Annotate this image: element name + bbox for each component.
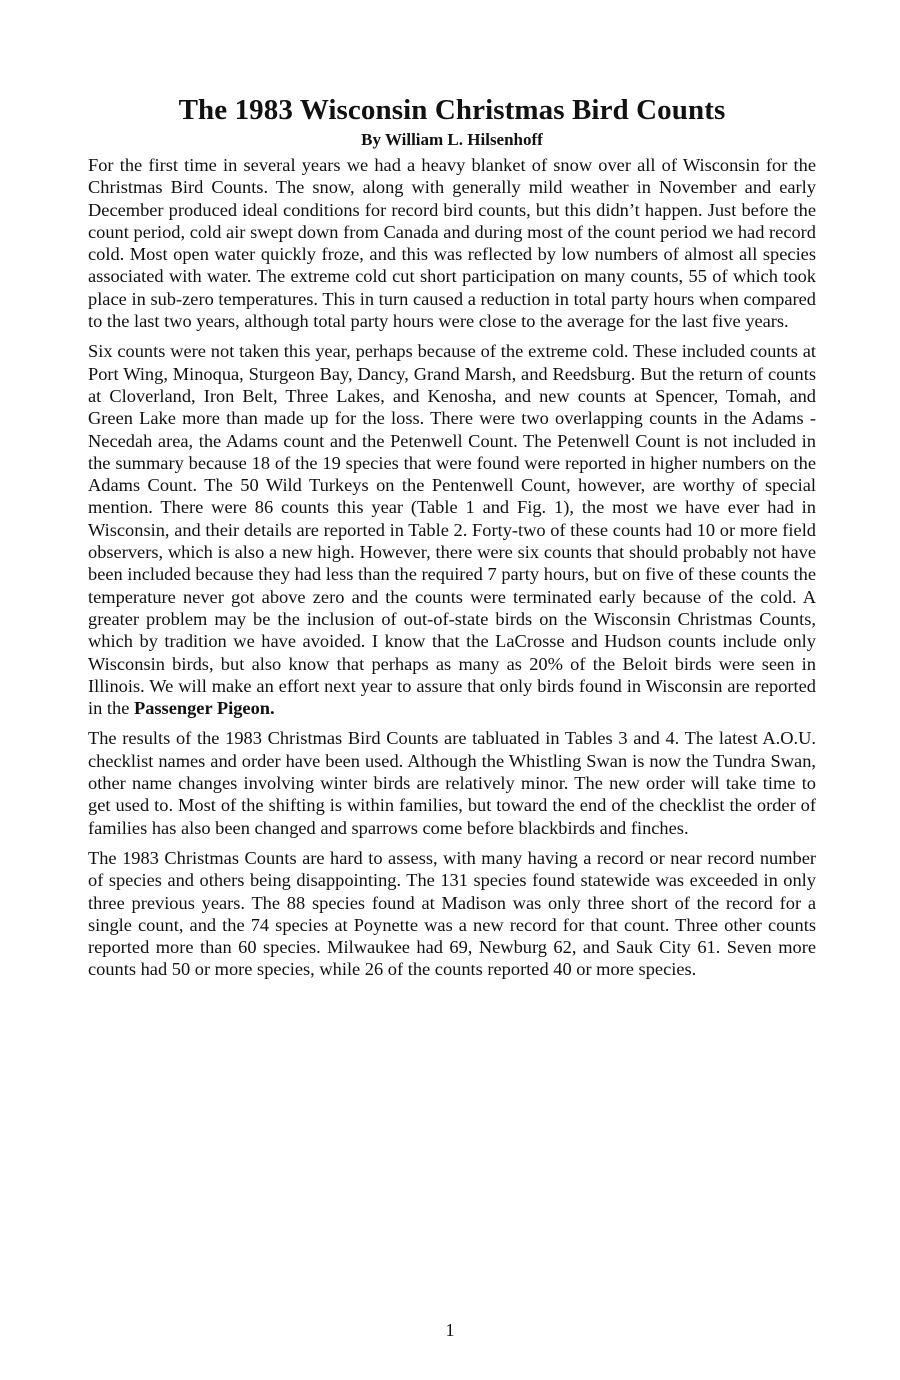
page-number: 1 [445, 1320, 455, 1340]
journal-name-emphasis: Passenger Pigeon. [133, 698, 275, 719]
article-page [88, 92, 816, 989]
article-title: The 1983 Wisconsin Christmas Bird Counts [178, 94, 726, 126]
paragraph-4: The 1983 Christmas Counts are hard to assess, with many having a record or near record number of species and others being disappointing. The 131 species found statewide was exceeded in only three previous years. The 88 species found at Madison was only three short of the record for a single count, and the 74 species at Poynette was a new record for that count. Three other counts reported more than 60 species. Milwaukee had 69, Newburg 62, and Sauk City 61. Seven more counts had 50 or more species, while 26 of the counts reported 40 or more species. [88, 847, 816, 980]
paragraph-2 [88, 340, 816, 719]
paragraph-2-text: Six counts were not taken this year, perhaps because of the extreme cold. These included counts at Port Wing, Minoqua, Sturgeon Bay, Dancy, Grand Marsh, and Reedsburg. But the return of counts at Cloverland, Iron Belt, Three Lakes, and Kenosha, and new counts at Spencer, Tomah, and Green Lake more than made up for the loss. There were two overlapping counts in the Adams - Necedah area, the Adams count and the Petenwell Count. The Petenwell Count is not included in the summary because 18 of the 19 species that were found were reported in higher numbers on the Adams Count. The 50 Wild Turkeys on the Pentenwell Count, however, are worthy of special mention. There were 86 counts this year (Table 1 and Fig. 1), the most we have ever had in Wisconsin, and their details are reported in Table 2. Forty-two of these counts had 10 or more field observers, which is also a new high. However, there were six counts that should probably not have been included because they had less than the required 7 party hours, but on five of these counts the temperature never got above zero and the counts were terminated early because of the cold. A greater problem may be the inclusion of out-of-state birds on the Wisconsin Christmas Counts, which by tradition we have avoided. I know that the LaCrosse and Hudson counts include only Wisconsin birds, but also know that perhaps as many as 20% of the Beloit birds were seen in Illinois. We will make an effort next year to assure that only birds found in Wisconsin are reported in the [88, 341, 816, 719]
article-byline: By William L. Hilsenhoff [361, 130, 543, 149]
paragraph-3: The results of the 1983 Christmas Bird Counts are tabluated in Tables 3 and 4. The latest A.O.U. checklist names and order have been used. Although the Whistling Swan is now the Tundra Swan, other name changes involving winter birds are relatively minor. The new order will take time to get used to. Most of the shifting is within families, but toward the end of the checklist the order of families has also been changed and sparrows come before blackbirds and finches. [88, 728, 816, 838]
paragraph-1: For the first time in several years we had a heavy blanket of snow over all of Wisconsin for the Christmas Bird Counts. The snow, along with generally mild weather in November and early December produced ideal conditions for record bird counts, but this didn’t happen. Just before the count period, cold air swept down from Canada and during most of the count period we had record cold. Most open water quickly froze, and this was reflected by low numbers of almost all species associated with water. The extreme cold cut short participation on many counts, 55 of which took place in sub-zero temperatures. This in turn caused a reduction in total party hours when compared to the last two years, although total party hours were close to the average for the last five years. [88, 155, 816, 332]
